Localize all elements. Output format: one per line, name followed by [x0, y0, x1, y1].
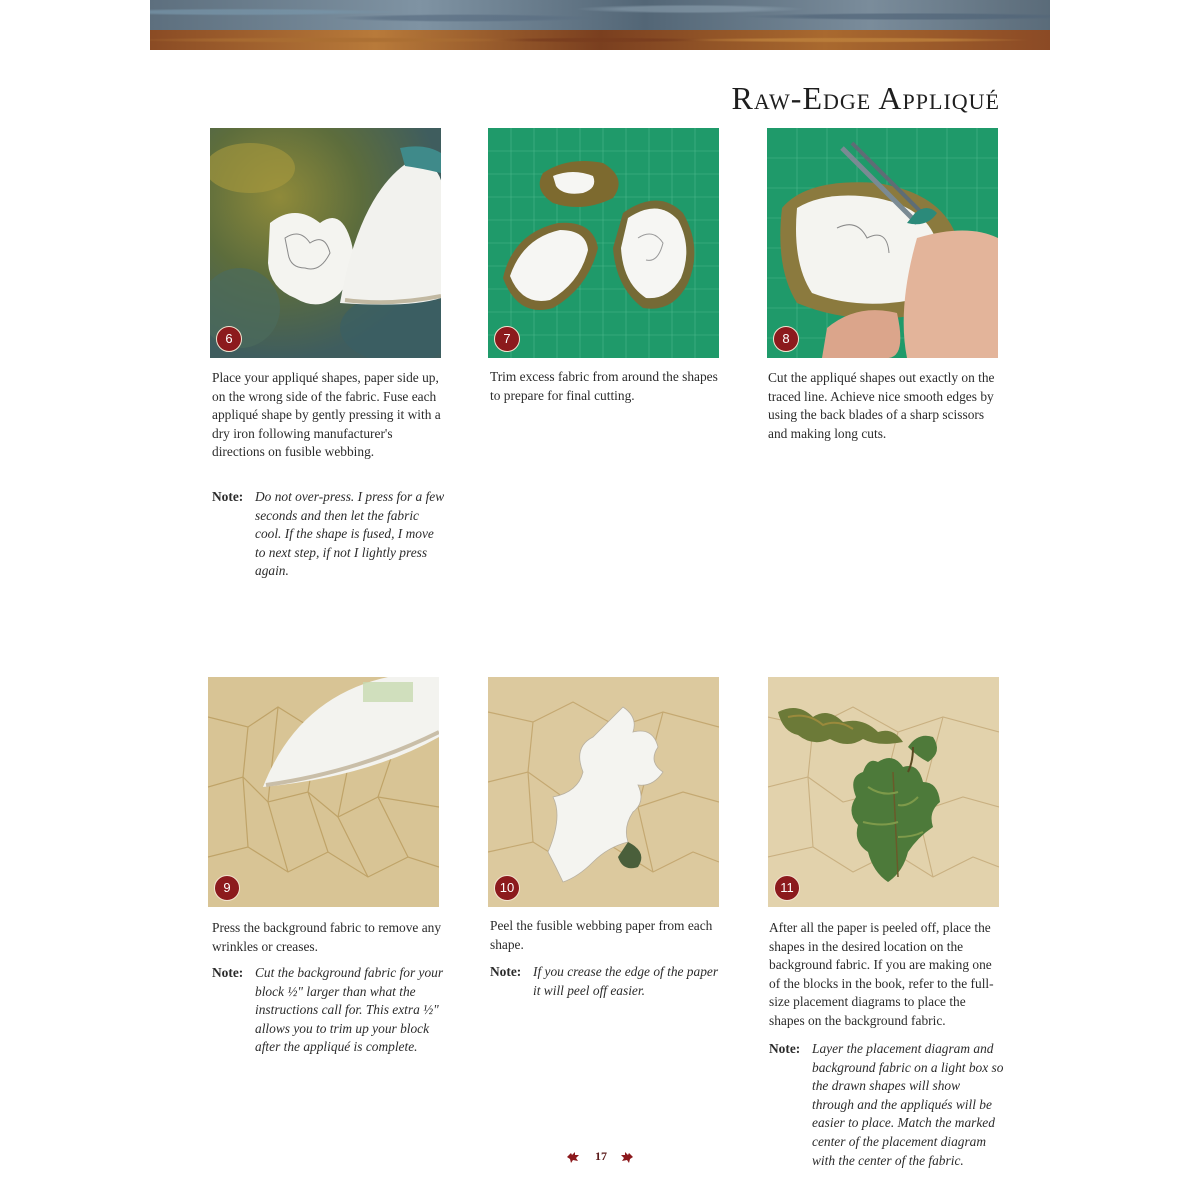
- step-9-instructions: Press the background fabric to remove any wrinkles or creases.: [212, 920, 442, 954]
- step-number-badge: 6: [216, 326, 242, 352]
- banner-blue-fabric-strip: [150, 0, 1050, 30]
- step-11-photo: [768, 677, 999, 907]
- step-8-instructions: Cut the appliqué shapes out exactly on the traced line. Achieve nice smooth edges by using the back blades of a sharp scissors and making long cuts.: [768, 370, 995, 441]
- page-footer: [566, 1148, 636, 1168]
- step-10-photo: [488, 677, 719, 907]
- page-title: Raw-Edge Appliqué: [731, 80, 1000, 116]
- step-number-badge: 11: [774, 875, 800, 901]
- note-label: Note:: [769, 1041, 801, 1056]
- step-number-badge: 10: [494, 875, 520, 901]
- step-9-photo: [208, 677, 439, 907]
- note-label: Note:: [212, 489, 244, 504]
- step-number-badge: 8: [773, 326, 799, 352]
- note-label: Note:: [490, 964, 522, 979]
- step-11-instructions: After all the paper is peeled off, place the shapes in the desired location on the background fabric. If you are making one of the blocks in the book, refer to the full-size placement diagrams to place the shapes on the background fabric.: [769, 920, 994, 1028]
- step-9-note: [212, 964, 447, 1057]
- step-6-photo: [210, 128, 441, 358]
- step-7-instructions: Trim excess fabric from around the shapes to prepare for final cutting.: [490, 369, 718, 403]
- decorative-fabric-banner: [150, 0, 1050, 50]
- step-8-photo: [767, 128, 998, 358]
- step-number-badge: 9: [214, 875, 240, 901]
- note-text: Do not over-press. I press for a few seconds and then let the fabric cool. If the shape is fused, I move to next step, if not I lightly press again.: [255, 489, 445, 579]
- banner-rust-fabric-strip: [150, 30, 1050, 50]
- step-6-instructions: Place your appliqué shapes, paper side up, on the wrong side of the fabric. Fuse each appliqué shape by gently pressing it with a dry iron following manufacturer's directions on fusible webbing.: [212, 370, 441, 460]
- note-text: Layer the placement diagram and background fabric on a light box so the drawn shapes will show through and the appliqués will be easier to place. Match the marked center of the placement diagram with the center of the fabric.: [812, 1041, 1004, 1168]
- step-number-badge: 7: [494, 326, 520, 352]
- step-6-note: [212, 488, 447, 581]
- step-7-photo: [488, 128, 719, 358]
- page-number: 17: [595, 1149, 607, 1163]
- note-label: Note:: [212, 965, 244, 980]
- note-text: Cut the background fabric for your block ½" larger than what the instructions call for. This extra ½" allows you to trim up your block after the appliqué is complete.: [255, 965, 444, 1055]
- step-10-instructions: Peel the fusible webbing paper from each shape.: [490, 918, 713, 952]
- step-11-note: [769, 1040, 1004, 1170]
- leaf-ornament-icon: [566, 1150, 580, 1164]
- leaf-ornament-icon: [620, 1150, 634, 1164]
- step-10-note: [490, 963, 725, 1000]
- note-text: If you crease the edge of the paper it will peel off easier.: [533, 964, 719, 998]
